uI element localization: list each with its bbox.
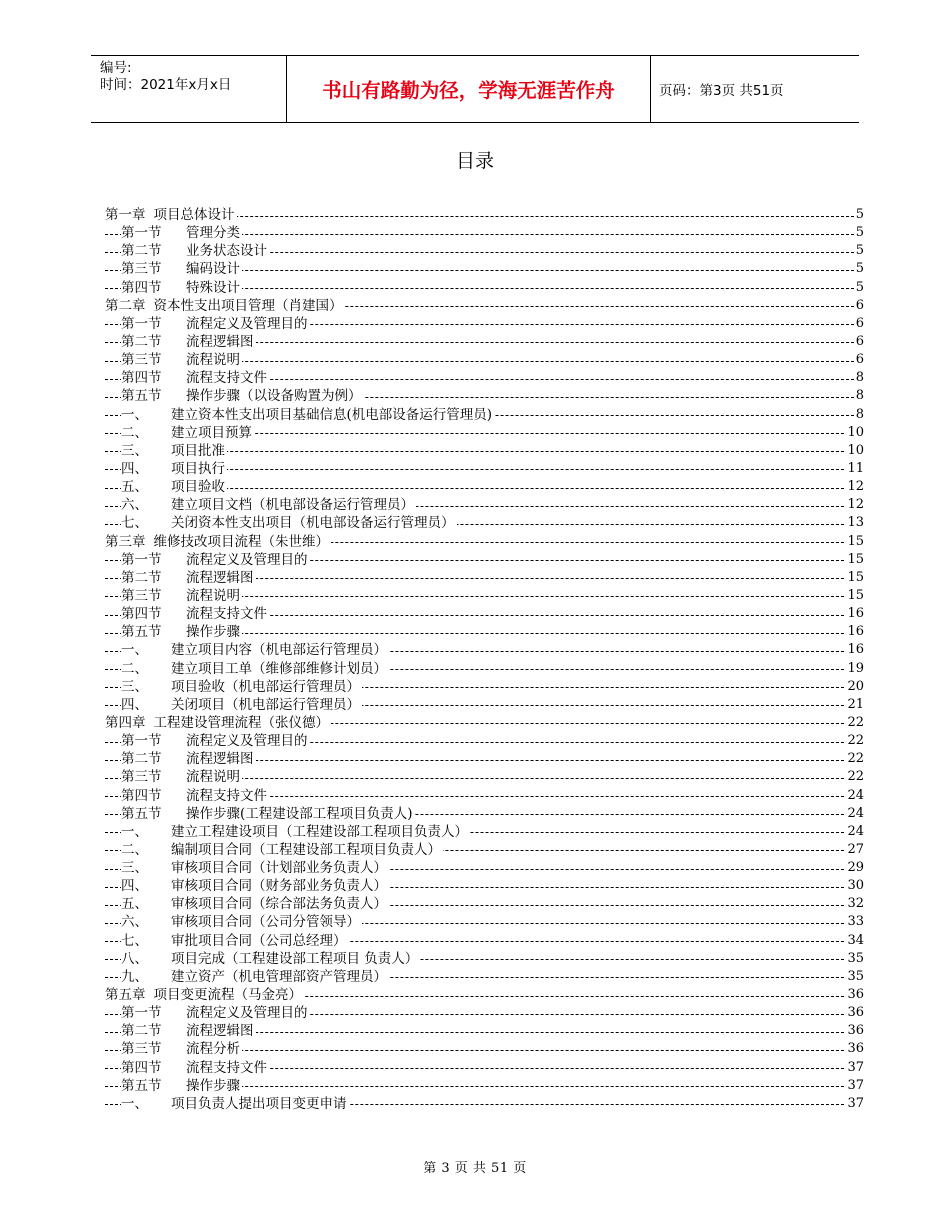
toc-entry-text: 操作步骤 [186, 624, 240, 641]
toc-entry[interactable] [105, 224, 864, 242]
toc-entry-page: 15 [845, 551, 864, 569]
toc-entry-number: 七、 [121, 932, 148, 949]
toc-entry-page: 27 [845, 841, 864, 859]
toc-entry-text: 管理分类 [186, 225, 240, 242]
toc-entry-text: 流程逻辑图 [186, 569, 254, 586]
toc-entry-number: 四、 [121, 696, 148, 713]
toc-entry-text: 操作步骤（以设备购置为例） [186, 388, 362, 405]
toc-entry-text: 流程逻辑图 [186, 1023, 254, 1040]
toc-entry-text: 维修技改项目流程（朱世维） [153, 533, 329, 550]
toc-entry[interactable] [105, 1004, 864, 1022]
toc-entry-label [105, 206, 237, 224]
toc-entry[interactable] [105, 1040, 864, 1058]
toc-entry[interactable] [105, 369, 864, 387]
toc-entry-number: 三、 [121, 860, 148, 877]
toc-entry[interactable] [105, 406, 864, 424]
toc-entry-page: 24 [845, 805, 864, 823]
toc-entry-number: 一、 [121, 406, 148, 423]
toc-entry-number: 第一章 [105, 207, 146, 223]
toc-entry[interactable] [105, 351, 864, 369]
toc-entry-number: 第三节 [121, 352, 162, 369]
toc-entry-number: 第一节 [121, 551, 162, 568]
toc-entry-label [121, 1077, 242, 1095]
toc-entry-page: 15 [845, 533, 864, 551]
toc-entry-number: 六、 [121, 497, 148, 514]
toc-entry[interactable] [105, 387, 864, 405]
toc-entry[interactable] [105, 986, 864, 1004]
toc-entry-label [121, 569, 256, 587]
toc-entry-number: 第五节 [121, 624, 162, 641]
toc-entry[interactable] [105, 913, 864, 931]
toc-entry-text: 项目批准 [171, 442, 225, 459]
toc-entry-label [105, 714, 331, 732]
toc-entry-label [121, 369, 269, 387]
toc-entry-page: 5 [854, 279, 864, 297]
toc-entry-label [121, 950, 420, 968]
toc-entry-text: 项目负责人提出项目变更申请 [171, 1095, 347, 1112]
header-motto: 书山有路勤为径，学海无涯苦作舟 [286, 56, 651, 122]
toc-entry-page: 8 [854, 387, 864, 405]
toc-entry[interactable] [105, 932, 864, 950]
toc-entry-number: 第一节 [121, 225, 162, 242]
toc-entry-page: 6 [854, 315, 864, 333]
toc-entry-text: 关闭项目（机电部运行管理员） [171, 696, 360, 713]
toc-entry-text: 流程支持文件 [186, 370, 267, 387]
toc-entry-page: 36 [845, 1004, 864, 1022]
toc-entry-page: 16 [845, 623, 864, 641]
toc-entry-number: 第五节 [121, 805, 162, 822]
toc-entry[interactable] [105, 206, 864, 224]
toc-entry-text: 工程建设管理流程（张仪德） [153, 714, 329, 731]
toc-entry-page: 35 [845, 950, 864, 968]
toc-entry-text: 建立项目内容（机电部运行管理员） [171, 642, 387, 659]
toc-entry-page: 16 [845, 641, 864, 659]
toc-entry[interactable] [105, 660, 864, 678]
toc-entry-page: 6 [854, 297, 864, 315]
toc-entry-label [121, 641, 389, 659]
toc-entry-number: 第五节 [121, 1077, 162, 1094]
toc-entry-label [121, 805, 415, 823]
toc-entry-number: 六、 [121, 914, 148, 931]
toc-entry-text: 流程定义及管理目的 [186, 1005, 308, 1022]
toc-entry-label [105, 297, 345, 315]
doc-number-label: 编号: [100, 60, 132, 76]
toc-entry-text: 审核项目合同（综合部法务负责人） [171, 896, 387, 913]
toc-entry[interactable] [105, 478, 864, 496]
toc-entry-page: 34 [845, 932, 864, 950]
toc-entry-text: 流程分析 [186, 1041, 240, 1058]
toc-entry[interactable] [105, 242, 864, 260]
toc-entry-number: 一、 [121, 823, 148, 840]
toc-entry-text: 流程定义及管理目的 [186, 551, 308, 568]
toc-entry-label [121, 496, 416, 514]
toc-entry-number: 八、 [121, 950, 148, 967]
toc-entry-text: 流程说明 [186, 352, 240, 369]
toc-entry-number: 一、 [121, 642, 148, 659]
toc-entry-text: 流程支持文件 [186, 606, 267, 623]
toc-entry[interactable] [105, 859, 864, 877]
toc-entry-label [121, 823, 470, 841]
toc-entry-page: 22 [845, 750, 864, 768]
toc-entry-label [121, 877, 389, 895]
toc-entry[interactable] [105, 587, 864, 605]
toc-entry-text: 关闭资本性支出项目（机电部设备运行管理员） [171, 515, 455, 532]
toc-entry-text: 项目验收 [171, 479, 225, 496]
toc-entry-label [121, 605, 269, 623]
toc-entry-page: 5 [854, 224, 864, 242]
toc-entry-page: 35 [845, 968, 864, 986]
toc-entry-label [121, 279, 242, 297]
toc-entry-page: 30 [845, 877, 864, 895]
toc-entry-page: 22 [845, 714, 864, 732]
toc-entry-page: 37 [845, 1095, 864, 1113]
toc-entry-number: 四、 [121, 460, 148, 477]
toc-entry[interactable] [105, 442, 864, 460]
toc-entry[interactable] [105, 496, 864, 514]
toc-entry-number: 第二节 [121, 569, 162, 586]
toc-entry-number: 第四节 [121, 606, 162, 623]
toc-entry-page: 21 [845, 696, 864, 714]
toc-entry-number: 第二节 [121, 333, 162, 350]
toc-entry-text: 项目变更流程（马金亮） [153, 987, 302, 1004]
toc-entry[interactable] [105, 877, 864, 895]
toc-entry-label [121, 1004, 310, 1022]
toc-entry-page: 5 [854, 242, 864, 260]
toc-entry-label [121, 696, 362, 714]
toc-entry-label [121, 968, 389, 986]
toc-entry-page: 10 [845, 424, 864, 442]
toc-entry[interactable] [105, 968, 864, 986]
toc-entry-label [121, 859, 389, 877]
toc-entry-page: 12 [845, 478, 864, 496]
toc-entry-number: 二、 [121, 841, 148, 858]
toc-entry-label [121, 750, 256, 768]
toc-entry-number: 第四节 [121, 370, 162, 387]
toc-entry-label [121, 351, 242, 369]
toc-entry-label [121, 895, 389, 913]
toc-entry-page: 29 [845, 859, 864, 877]
toc-entry-text: 流程支持文件 [186, 787, 267, 804]
toc-entry-number: 三、 [121, 442, 148, 459]
toc-entry-page: 36 [845, 1040, 864, 1058]
toc-entry-number: 七、 [121, 515, 148, 532]
toc-entry[interactable] [105, 551, 864, 569]
toc-entry-label [121, 587, 242, 605]
toc-entry-label [121, 1022, 256, 1040]
toc-entry-number: 四、 [121, 878, 148, 895]
toc-entry[interactable] [105, 1095, 864, 1113]
toc-entry-page: 22 [845, 768, 864, 786]
toc-entry-page: 11 [845, 460, 864, 478]
toc-entry-text: 审核项目合同（公司分管领导） [171, 914, 360, 931]
toc-entry[interactable] [105, 714, 864, 732]
toc-entry-label [121, 442, 227, 460]
toc-entry-page: 32 [845, 895, 864, 913]
toc-entry-page: 20 [845, 678, 864, 696]
toc-entry-page: 22 [845, 732, 864, 750]
header-page-info: 页码：第3页 共51页 [659, 83, 784, 99]
toc-entry-number: 第二节 [121, 1023, 162, 1040]
toc-entry-text: 流程逻辑图 [186, 333, 254, 350]
toc-entry-text: 操作步骤(工程建设部工程项目负责人) [186, 805, 413, 822]
toc-entry[interactable] [105, 260, 864, 278]
toc-entry-page: 5 [854, 206, 864, 224]
toc-entry-label [121, 1059, 269, 1077]
toc-entry[interactable] [105, 732, 864, 750]
toc-entry-number: 第四节 [121, 1059, 162, 1076]
toc-entry-label [121, 678, 362, 696]
toc-entry-label [121, 514, 457, 532]
toc-entry-label [121, 478, 227, 496]
toc-entry-number: 三、 [121, 678, 148, 695]
toc-entry-number: 第三节 [121, 1041, 162, 1058]
toc-entry-number: 第一节 [121, 733, 162, 750]
toc-entry-text: 审核项目合同（计划部业务负责人） [171, 860, 387, 877]
toc-entry-text: 编制项目合同（工程建设部工程项目负责人） [171, 841, 441, 858]
toc-entry-number: 第五章 [105, 987, 146, 1004]
toc-entry[interactable] [105, 1022, 864, 1040]
toc-entry-page: 37 [845, 1059, 864, 1077]
toc-entry[interactable] [105, 768, 864, 786]
toc-entry-label [121, 787, 269, 805]
toc-entry-label [105, 986, 304, 1004]
toc-entry-label [121, 1095, 349, 1113]
toc-entry-page: 6 [854, 351, 864, 369]
toc-entry-label [121, 424, 254, 442]
toc-entry[interactable] [105, 315, 864, 333]
toc-entry-text: 项目验收（机电部运行管理员） [171, 678, 360, 695]
toc-entry-page: 37 [845, 1077, 864, 1095]
toc-entry-page: 33 [845, 913, 864, 931]
toc-entry-label [121, 551, 310, 569]
toc-entry-number: 第二节 [121, 243, 162, 260]
header-meta [91, 56, 286, 122]
toc-entry-label [121, 913, 362, 931]
toc-entry-text: 项目执行 [171, 460, 225, 477]
doc-time-label: 时间：2021年x月x日 [100, 77, 232, 93]
toc-entry-number: 第三节 [121, 261, 162, 278]
toc-entry-text: 项目总体设计 [153, 207, 235, 223]
toc-entry-number: 第二章 [105, 297, 146, 314]
toc-entry-text: 流程定义及管理目的 [186, 733, 308, 750]
toc-entry-text: 流程定义及管理目的 [186, 315, 308, 332]
toc-entry-label [105, 533, 331, 551]
toc-entry-number: 第三章 [105, 533, 146, 550]
toc-entry[interactable] [105, 678, 864, 696]
toc-entry-number: 五、 [121, 479, 148, 496]
toc-entry[interactable] [105, 623, 864, 641]
toc-entry-text: 建立项目工单（维修部维修计划员） [171, 660, 387, 677]
toc-entry-page: 24 [845, 823, 864, 841]
toc-entry-number: 第三节 [121, 587, 162, 604]
toc-entry[interactable] [105, 895, 864, 913]
toc-entry-page: 6 [854, 333, 864, 351]
toc-entry[interactable] [105, 841, 864, 859]
toc-entry-label [121, 1040, 242, 1058]
toc-entry-page: 36 [845, 986, 864, 1004]
toc-entry-label [121, 732, 310, 750]
toc-entry-text: 资本性支出项目管理（肖建国） [153, 297, 343, 314]
toc-entry-page: 19 [845, 660, 864, 678]
toc-entry-text: 建立项目预算 [171, 424, 252, 441]
toc-entry-text: 编码设计 [186, 261, 240, 278]
toc-entry-number: 九、 [121, 968, 148, 985]
toc-entry-text: 建立工程建设项目（工程建设部工程项目负责人） [171, 823, 468, 840]
toc-entry[interactable] [105, 514, 864, 532]
toc-entry-label [121, 768, 242, 786]
toc-entry-text: 操作步骤 [186, 1077, 240, 1094]
toc-entry[interactable] [105, 533, 864, 551]
toc-entry[interactable] [105, 460, 864, 478]
toc-entry-page: 5 [854, 260, 864, 278]
toc-entry-label [121, 841, 443, 859]
toc-entry-label [121, 932, 349, 950]
toc-entry-text: 流程逻辑图 [186, 751, 254, 768]
toc-entry-label [121, 387, 364, 405]
toc-entry[interactable] [105, 279, 864, 297]
toc-entry[interactable] [105, 805, 864, 823]
toc-entry-page: 13 [845, 514, 864, 532]
toc-entry-number: 第五节 [121, 388, 162, 405]
toc-entry-label [121, 224, 242, 242]
toc-entry-page: 15 [845, 569, 864, 587]
toc-entry-page: 36 [845, 1022, 864, 1040]
toc-entry-label [121, 242, 269, 260]
toc-entry-number: 二、 [121, 424, 148, 441]
toc-entry[interactable] [105, 297, 864, 315]
page-header [91, 55, 859, 123]
toc-entry-page: 12 [845, 496, 864, 514]
toc-entry-page: 8 [854, 369, 864, 387]
toc-entry[interactable] [105, 333, 864, 351]
toc-entry[interactable] [105, 750, 864, 768]
toc-entry-number: 一、 [121, 1095, 148, 1112]
toc-entry-text: 流程支持文件 [186, 1059, 267, 1076]
toc-entry-text: 审核项目合同（财务部业务负责人） [171, 878, 387, 895]
toc-entry-text: 流程说明 [186, 769, 240, 786]
toc-entry-number: 第二节 [121, 751, 162, 768]
toc-entry-label [121, 315, 310, 333]
toc-entry-text: 流程说明 [186, 587, 240, 604]
toc-entry[interactable] [105, 787, 864, 805]
toc-entry-page: 24 [845, 787, 864, 805]
toc-entry-text: 审批项目合同（公司总经理） [171, 932, 347, 949]
toc-entry-text: 建立资产（机电管理部资产管理员） [171, 968, 387, 985]
toc-entry-label [121, 333, 256, 351]
toc-entry-page: 15 [845, 587, 864, 605]
toc-entry-label [121, 260, 242, 278]
toc-entry-page: 8 [854, 406, 864, 424]
toc-entry-number: 第三节 [121, 769, 162, 786]
toc-entry-text: 特殊设计 [186, 279, 240, 296]
toc-entry-number: 第一节 [121, 315, 162, 332]
toc-entry-number: 第四节 [121, 787, 162, 804]
toc-entry[interactable] [105, 823, 864, 841]
toc-entry-label [121, 660, 389, 678]
toc-entry-page: 16 [845, 605, 864, 623]
toc-entry-label [121, 406, 494, 424]
page-title: 目录 [455, 150, 494, 172]
page-footer: 第 3 页 共 51 页 [423, 1161, 527, 1176]
toc-entry[interactable] [105, 424, 864, 442]
toc-entry-text: 建立资本性支出项目基础信息(机电部设备运行管理员) [171, 406, 493, 423]
toc-entry[interactable] [105, 696, 864, 714]
table-of-contents [105, 206, 864, 1113]
toc-entry-number: 第四节 [121, 279, 162, 296]
toc-entry-number: 第一节 [121, 1005, 162, 1022]
toc-entry-text: 项目完成（工程建设部工程项目 负责人） [171, 950, 419, 967]
toc-entry[interactable] [105, 569, 864, 587]
toc-entry-number: 五、 [121, 896, 148, 913]
toc-entry-label [121, 623, 242, 641]
toc-entry[interactable] [105, 1059, 864, 1077]
toc-entry[interactable] [105, 641, 864, 659]
toc-entry-text: 业务状态设计 [186, 243, 267, 260]
toc-entry-number: 二、 [121, 660, 148, 677]
toc-entry[interactable] [105, 605, 864, 623]
toc-entry-number: 第四章 [105, 714, 146, 731]
toc-entry[interactable] [105, 950, 864, 968]
toc-entry-page: 10 [845, 442, 864, 460]
toc-entry-text: 建立项目文档（机电部设备运行管理员） [171, 497, 414, 514]
toc-entry[interactable] [105, 1077, 864, 1095]
toc-entry-label [121, 460, 227, 478]
